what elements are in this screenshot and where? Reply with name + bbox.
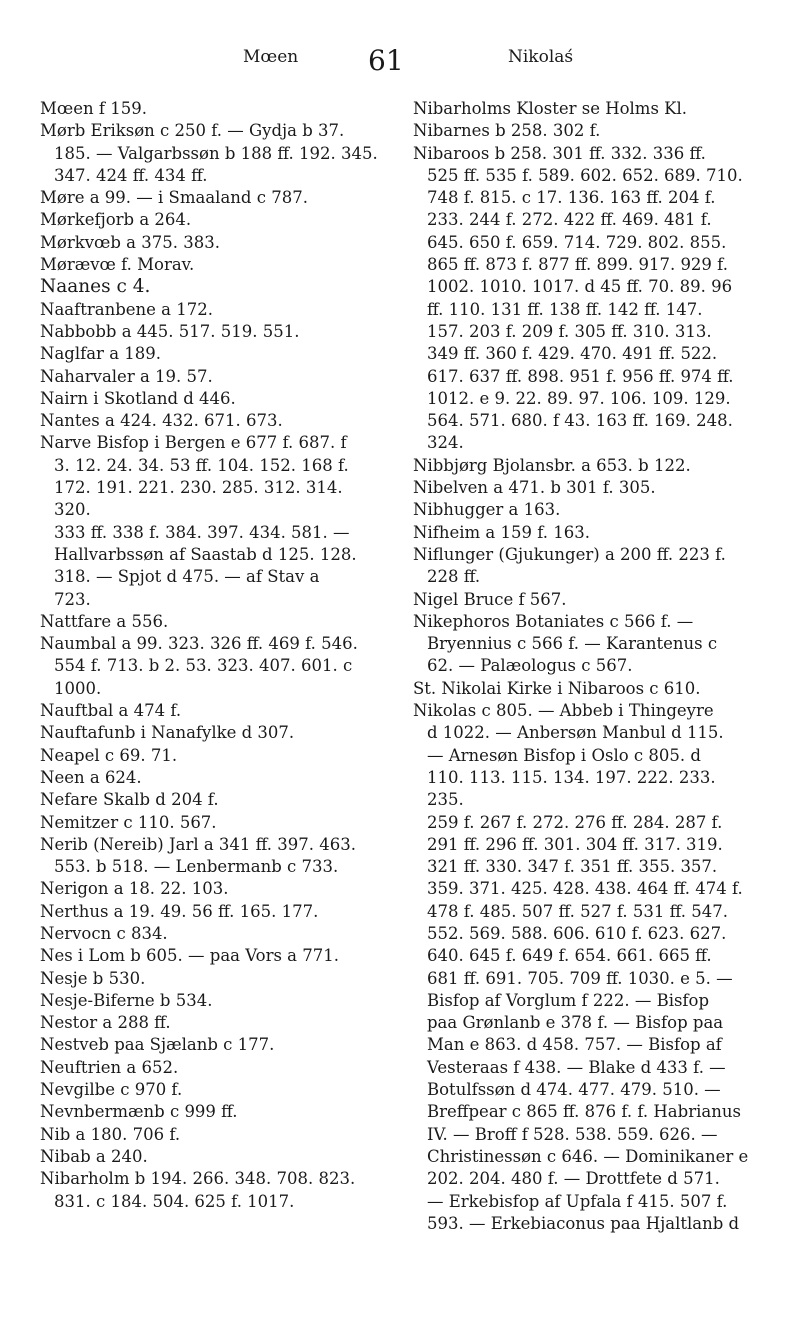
index-entry [40, 410, 384, 432]
index-entry-line: Nesje b 530. [40, 968, 146, 988]
index-entry-line: Nabbobb a 445. 517. 519. 551. [40, 321, 300, 341]
index-entry-line: Nerigon a 18. 22. 103. [40, 879, 229, 899]
index-entry [413, 98, 753, 120]
index-entry [40, 1012, 384, 1034]
index-entry-continuation: 62. — Palæologus c 567. [427, 656, 633, 676]
index-entry [40, 321, 384, 343]
index-entry-line: Naumbal a 99. 323. 326 ff. 469 f. 546. [40, 634, 358, 654]
index-entry-line: Nervocn c 834. [40, 923, 168, 943]
index-entry-continuation: 259 f. 267 f. 272. 276 ff. 284. 287 f. [427, 812, 723, 832]
index-entry-continuation: 333 ff. 338 f. 384. 397. 434. 581. — [54, 522, 350, 542]
index-entry-line: Naglfar a 189. [40, 344, 162, 364]
index-entry [40, 1057, 384, 1079]
index-entry-line: Nerthus a 19. 49. 56 ff. 165. 177. [40, 901, 319, 921]
index-entry-line: Mørkvœb a 375. 383. [40, 232, 220, 252]
index-entry [40, 209, 384, 231]
index-entry [40, 1034, 384, 1056]
index-entry [40, 1146, 384, 1168]
index-entry [40, 187, 384, 209]
index-entry-continuation: 640. 645 f. 649 f. 654. 661. 665 ff. [427, 946, 712, 966]
index-entry-continuation: 172. 191. 221. 230. 285. 312. 314. 320. [54, 478, 343, 520]
index-entry [413, 143, 753, 455]
index-entry-line: Nibarholm b 194. 266. 348. 708. 823. [40, 1169, 356, 1189]
page-header [0, 0, 786, 77]
index-entry-line: Nattfare a 556. [40, 611, 169, 631]
index-entry-continuation: 831. c 184. 504. 625 f. 1017. [54, 1191, 295, 1211]
index-entry [40, 789, 384, 811]
index-entry-continuation: Breffpear c 865 ff. 876 f. f. Habrianus [427, 1102, 741, 1122]
index-entry [413, 678, 753, 700]
index-entry-continuation: 723. [54, 589, 91, 609]
index-entry-continuation: 617. 637 ff. 898. 951 f. 956 ff. 974 ff. [427, 366, 734, 386]
index-entry-continuation: 157. 203 f. 209 f. 305 ff. 310. 313. [427, 321, 712, 341]
index-entry-continuation: 1012. e 9. 22. 89. 97. 106. 109. 129. [427, 388, 731, 408]
index-entry-continuation: Bisfop af Vorglum f 222. — Bisfop [427, 990, 710, 1010]
index-entry [40, 1101, 384, 1123]
index-entry-line: Naharvaler a 19. 57. [40, 366, 213, 386]
index-entry-line: Nib a 180. 706 f. [40, 1124, 181, 1144]
index-entry-line: Nairn i Skotland d 446. [40, 388, 236, 408]
index-entry-continuation: 321 ff. 330. 347 f. 351 ff. 355. 357. [427, 857, 718, 877]
index-entry-continuation: 228 ff. [427, 567, 481, 587]
index-entry [40, 990, 384, 1012]
index-entry-line: Nestor a 288 ff. [40, 1013, 171, 1033]
index-entry [40, 968, 384, 990]
index-entry [413, 611, 753, 678]
index-entry-continuation: 318. — Spjot d 475. — af Stav a [54, 567, 320, 587]
index-entry-continuation: 865 ff. 873 f. 877 ff. 899. 917. 929 f. [427, 255, 728, 275]
left-index-column [40, 98, 384, 1213]
index-entry-line: Nikolas c 805. — Abbeb i Thingeyre [413, 701, 714, 721]
index-entry-continuation: 202. 204. 480 f. — Drottfete d 571. [427, 1169, 720, 1189]
index-entry-continuation: 525 ff. 535 f. 589. 602. 652. 689. 710. [427, 165, 743, 185]
index-entry [40, 98, 384, 120]
index-entry-continuation: 233. 244 f. 272. 422 ff. 469. 481 f. [427, 210, 712, 230]
index-entry [40, 767, 384, 789]
index-entry-line: Nibarnes b 258. 302 f. [413, 121, 601, 141]
index-entry [40, 945, 384, 967]
index-entry [40, 1168, 384, 1213]
index-entry-line: Nibarholms Kloster se Holms Kl. [413, 99, 688, 118]
index-entry-continuation: 554 f. 713. b 2. 53. 323. 407. 601. c [54, 656, 353, 676]
index-entry [40, 611, 384, 633]
index-entry-continuation: 593. — Erkebiaconus paa Hjaltlanb d [427, 1213, 740, 1233]
index-entry-line: Mørkefjorb a 264. [40, 210, 192, 230]
index-entry [40, 232, 384, 254]
index-entry-line: Narve Bisfop i Bergen e 677 f. 687. f [40, 433, 347, 453]
index-entry-continuation: 681 ff. 691. 705. 709 ff. 1030. e 5. — [427, 968, 733, 988]
index-entry [413, 499, 753, 521]
index-entry-line: Nibbjørg Bjolansbr. a 653. b 122. [413, 455, 691, 475]
index-entry-line: Nantes a 424. 432. 671. 673. [40, 411, 283, 431]
index-entry-continuation: Vesteraas f 438. — Blake d 433 f. — [427, 1057, 726, 1077]
index-entry-line: Nibelven a 471. b 301 f. 305. [413, 478, 656, 498]
index-entry [40, 343, 384, 365]
index-entry-continuation: 552. 569. 588. 606. 610 f. 623. 627. [427, 923, 727, 943]
index-entry-line: Nibaroos b 258. 301 ff. 332. 336 ff. [413, 143, 706, 163]
index-entry-line: Nauftafunb i Nanafylke d 307. [40, 723, 295, 743]
index-entry-continuation: 291 ff. 296 ff. 301. 304 ff. 317. 319. [427, 834, 723, 854]
index-entry-line: Neen a 624. [40, 767, 142, 787]
index-entry [40, 633, 384, 700]
index-entry-line: Nerib (Nereib) Jarl a 341 ff. 397. 463. [40, 834, 357, 854]
index-entry [413, 700, 753, 1235]
index-entry [40, 366, 384, 388]
index-entry-continuation: Botulfssøn d 474. 477. 479. 510. — [427, 1080, 721, 1100]
index-entry-continuation: Christinessøn c 646. — Dominikaner e [427, 1146, 749, 1166]
index-entry-line: Niflunger (Gjukunger) a 200 ff. 223 f. [413, 544, 726, 564]
right-index-column [413, 98, 753, 1235]
index-entry [413, 544, 753, 589]
index-entry-line: Mørævœ f. Morav. [40, 255, 195, 275]
index-entry [413, 120, 753, 142]
running-head-right: Nikolaś [508, 47, 574, 67]
index-entry-line: Nikephoros Botaniates c 566 f. — [413, 611, 694, 631]
index-entry-continuation: 1002. 1010. 1017. d 45 ff. 70. 89. 96 [427, 277, 733, 297]
index-entry [40, 834, 384, 879]
index-entry-continuation: d 1022. — Anbersøn Manbul d 115. [427, 723, 724, 743]
index-entry [40, 745, 384, 767]
index-entry-continuation: — Arnesøn Bisfop i Oslo c 805. d [427, 745, 701, 765]
index-entry-continuation: ff. 110. 131 ff. 138 ff. 142 ff. 147. [427, 299, 703, 319]
index-entry-continuation: 110. 113. 115. 134. 197. 222. 233. 235. [427, 767, 716, 810]
index-entry-line: Møre a 99. — i Smaaland c 787. [40, 188, 308, 208]
index-entry [40, 299, 384, 321]
index-entry-line: Nevnbermænb c 999 ff. [40, 1102, 238, 1122]
index-entry [40, 901, 384, 923]
index-entry-line: Nevgilbe c 970 f. [40, 1080, 183, 1100]
index-entry-line: Nesje-Biferne b 534. [40, 990, 213, 1010]
index-entry-continuation: 3. 12. 24. 34. 53 ff. 104. 152. 168 f. [54, 455, 349, 475]
running-head-left: Mœen [243, 47, 299, 67]
index-entry-continuation: paa Grønlanb e 378 f. — Bisfop paa [427, 1013, 724, 1033]
index-entry [40, 923, 384, 945]
index-entry [413, 455, 753, 477]
index-entry [40, 276, 384, 298]
index-entry-line: Nefare Skalb d 204 f. [40, 790, 219, 810]
index-entry [40, 254, 384, 276]
index-entry-line: Nigel Bruce f 567. [413, 589, 567, 609]
index-entry [40, 388, 384, 410]
index-entry [40, 812, 384, 834]
index-entry-line: Mørb Eriksøn c 250 f. — Gydja b 37. [40, 121, 345, 141]
index-entry-line: Neuftrien a 652. [40, 1057, 179, 1077]
index-entry-continuation: — Erkebisfop af Upfala f 415. 507 f. [427, 1191, 728, 1211]
index-entry-continuation: 645. 650 f. 659. 714. 729. 802. 855. [427, 232, 727, 252]
index-entry [413, 522, 753, 544]
index-entry-line: Nifheim a 159 f. 163. [413, 522, 590, 542]
index-entry-line: Naaftranbene a 172. [40, 299, 213, 319]
index-entry [413, 589, 753, 611]
index-entry-line: Nauftbal a 474 f. [40, 701, 182, 721]
index-entry-line: Nes i Lom b 605. — paa Vors a 771. [40, 946, 339, 966]
index-entry-continuation: 564. 571. 680. f 43. 163 ff. 169. 248. [427, 411, 733, 431]
index-entry [40, 120, 384, 187]
index-entry-line: Neapel c 69. 71. [40, 745, 178, 765]
index-entry-continuation: 347. 424 ff. 434 ff. [54, 165, 208, 185]
index-entry-continuation: 553. b 518. — Lenbermanb c 733. [54, 857, 339, 877]
index-entry-continuation: IV. — Broff f 528. 538. 559. 626. — [427, 1124, 718, 1144]
index-entry [40, 878, 384, 900]
page-number: 61 [368, 44, 404, 77]
index-entry-continuation: 478 f. 485. 507 ff. 527 f. 531 ff. 547. [427, 901, 728, 921]
index-entry-continuation: Hallvarbssøn af Saastab d 125. 128. [54, 544, 357, 564]
index-entry [40, 1124, 384, 1146]
index-entry-continuation: 748 f. 815. c 17. 136. 163 ff. 204 f. [427, 188, 716, 208]
index-entry [40, 722, 384, 744]
index-entry-line: Nestveb paa Sjælanb c 177. [40, 1035, 275, 1055]
index-entry-continuation: Man e 863. d 458. 757. — Bisfop af [427, 1035, 722, 1055]
index-entry-continuation: 1000. [54, 678, 102, 698]
index-entry-continuation: 349 ff. 360 f. 429. 470. 491 ff. 522. [427, 344, 718, 364]
index-entry-line: Naanes c 4. [40, 276, 151, 298]
index-entry-line: Nibhugger a 163. [413, 500, 561, 520]
index-entry-continuation: 185. — Valgarbssøn b 188 ff. 192. 345. [54, 143, 378, 163]
index-entry-line: St. Nikolai Kirke i Nibaroos c 610. [413, 678, 701, 698]
index-entry [413, 477, 753, 499]
index-entry-line: Nemitzer c 110. 567. [40, 812, 217, 832]
index-entry [40, 700, 384, 722]
index-entry-line: Nibab a 240. [40, 1146, 148, 1166]
index-entry-continuation: Bryennius c 566 f. — Karantenus c [427, 634, 718, 654]
index-entry [40, 432, 384, 610]
index-entry-continuation: 324. [427, 433, 464, 453]
index-entry [40, 1079, 384, 1101]
index-entry-line: Mœen f 159. [40, 99, 147, 118]
index-entry-continuation: 359. 371. 425. 428. 438. 464 ff. 474 f. [427, 879, 743, 899]
